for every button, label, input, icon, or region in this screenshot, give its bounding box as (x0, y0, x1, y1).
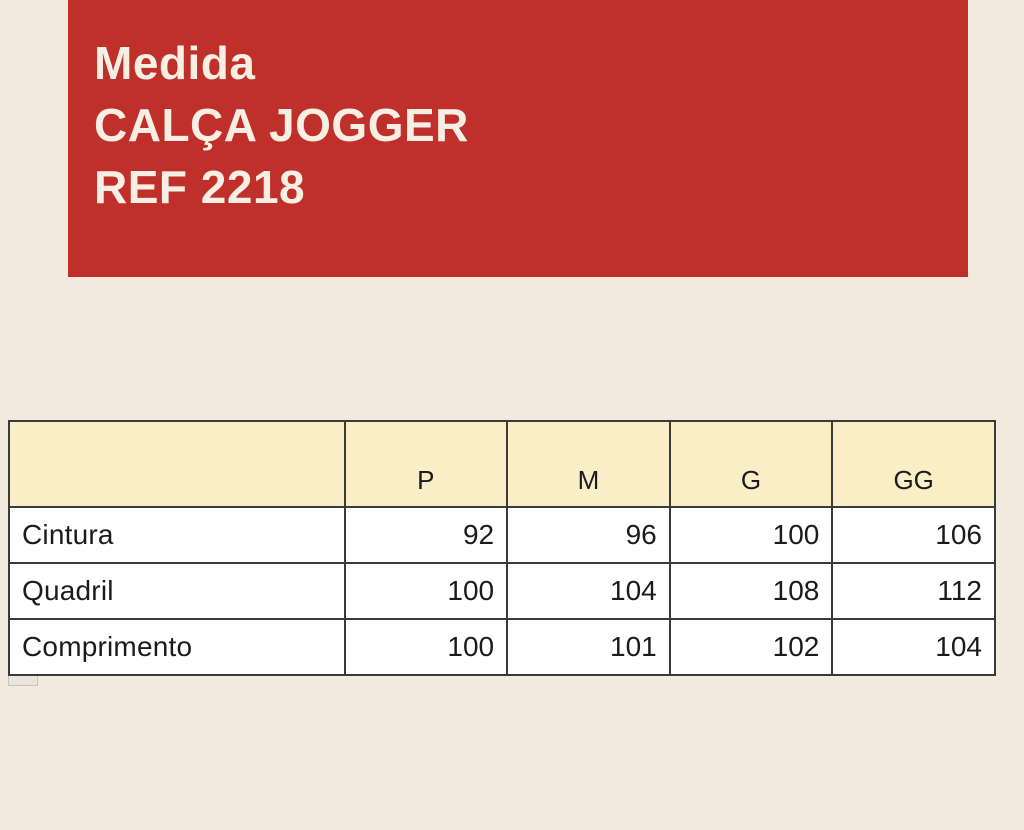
cell-cintura-p: 92 (345, 507, 508, 563)
banner-line-product: CALÇA JOGGER (94, 99, 469, 151)
column-header-m: M (507, 421, 670, 507)
table-header-row (9, 421, 995, 507)
cell-comprimento-m: 101 (507, 619, 670, 675)
cell-quadril-m: 104 (507, 563, 670, 619)
row-label-comprimento: Comprimento (9, 619, 345, 675)
cell-comprimento-p: 100 (345, 619, 508, 675)
table-corner-cell (9, 421, 345, 507)
cell-cintura-m: 96 (507, 507, 670, 563)
cell-quadril-p: 100 (345, 563, 508, 619)
banner-line-measure: Medida (94, 37, 256, 89)
column-header-g: G (670, 421, 833, 507)
table-row (9, 619, 995, 675)
title-banner (68, 0, 968, 277)
size-chart (8, 420, 996, 676)
column-header-p: P (345, 421, 508, 507)
cell-comprimento-gg: 104 (832, 619, 995, 675)
row-label-quadril: Quadril (9, 563, 345, 619)
column-header-gg: GG (832, 421, 995, 507)
cell-quadril-gg: 112 (832, 563, 995, 619)
cell-cintura-g: 100 (670, 507, 833, 563)
cell-cintura-gg: 106 (832, 507, 995, 563)
size-table (8, 420, 996, 676)
table-row (9, 563, 995, 619)
banner-line-reference: REF 2218 (94, 161, 306, 213)
table-body (9, 507, 995, 675)
cell-comprimento-g: 102 (670, 619, 833, 675)
row-label-cintura: Cintura (9, 507, 345, 563)
table-header (9, 421, 995, 507)
table-row (9, 507, 995, 563)
cell-quadril-g: 108 (670, 563, 833, 619)
